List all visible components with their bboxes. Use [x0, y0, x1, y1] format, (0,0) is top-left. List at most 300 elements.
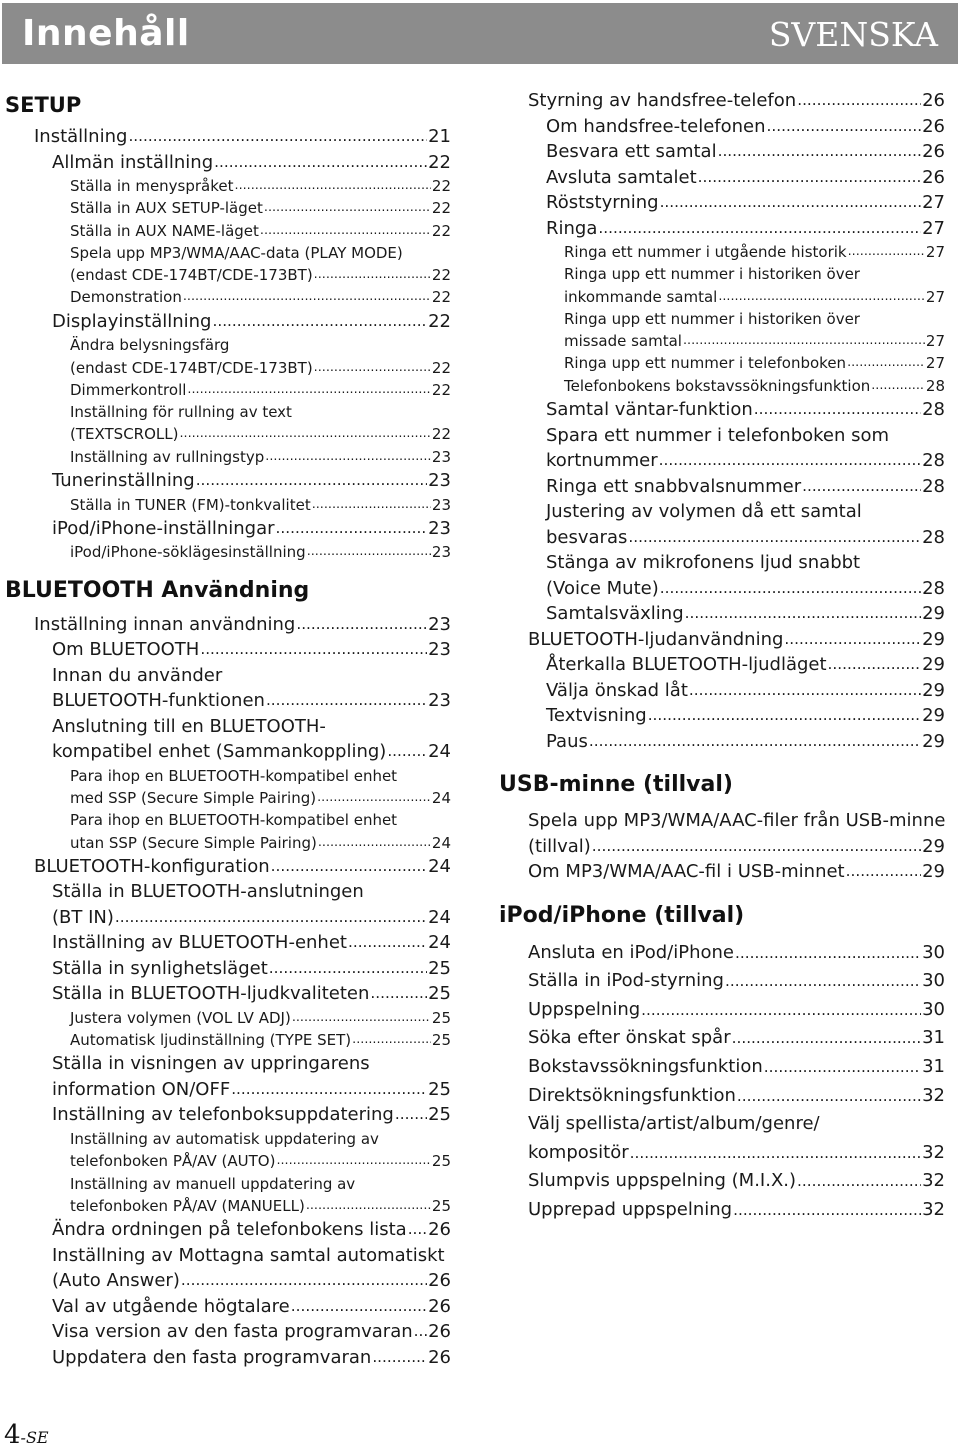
toc-entry[interactable]: [499, 1167, 945, 1196]
toc-page-number: 28: [925, 376, 945, 395]
toc-entry[interactable]: [499, 939, 945, 968]
toc-entry-title: Ställa in AUX SETUP-läget: [70, 199, 263, 218]
dot-leader: [179, 423, 430, 445]
toc-entry[interactable]: [5, 286, 451, 308]
toc-entry-title: Avsluta samtalet: [546, 166, 697, 188]
toc-entry[interactable]: [5, 494, 451, 516]
dot-leader: [292, 1007, 431, 1029]
toc-entry-title: kompositör: [528, 1141, 629, 1163]
toc-entry-title: Spara ett nummer i telefonboken som: [546, 424, 890, 446]
dot-leader: [592, 834, 921, 860]
toc-entry-title: Söka efter önskat spår: [528, 1027, 731, 1049]
toc-entry[interactable]: [499, 1053, 945, 1082]
toc-entry[interactable]: [499, 1196, 945, 1225]
dot-leader: [291, 1294, 427, 1320]
toc-page-number: 22: [431, 221, 451, 240]
dot-leader: [683, 330, 925, 352]
dot-leader: [764, 1053, 921, 1082]
toc-entry-title: iPod/iPhone-söklägesinställning: [70, 543, 306, 562]
toc-entry-title: Ändra belysningsfärg: [70, 336, 230, 355]
toc-entry-line: [5, 1173, 451, 1195]
toc-page-number: 26: [428, 1346, 451, 1368]
page-title: Innehåll: [22, 13, 190, 54]
toc-page-number: 25: [428, 983, 451, 1005]
toc-entry[interactable]: [499, 330, 945, 352]
toc-entry-title: (Auto Answer): [52, 1270, 180, 1292]
toc-page-number: 25: [431, 1196, 451, 1215]
toc-entry-title: med SSP (Secure Simple Pairing): [70, 788, 317, 807]
toc-entry[interactable]: [499, 859, 945, 885]
toc-page-number: 28: [922, 475, 945, 497]
toc-entry-title: Bokstavssökningsfunktion: [528, 1055, 763, 1077]
toc-entry[interactable]: [499, 996, 945, 1025]
dot-leader: [784, 627, 921, 653]
toc-entry[interactable]: [5, 379, 451, 401]
toc-entry-line: [5, 242, 451, 264]
toc-page-number: 22: [431, 425, 451, 444]
toc-entry-title: Samtal väntar-funktion: [546, 399, 753, 421]
toc-entry[interactable]: [499, 375, 945, 397]
toc-entry[interactable]: [5, 423, 451, 445]
dot-leader: [733, 1196, 921, 1225]
dot-leader: [317, 787, 431, 809]
section-heading: USB-minne (tillval): [499, 772, 733, 798]
toc-entry-title: utan SSP (Secure Simple Pairing): [70, 833, 317, 852]
toc-entry[interactable]: [5, 612, 451, 638]
toc-entry[interactable]: [5, 220, 451, 242]
dot-leader: [187, 379, 431, 401]
toc-entry[interactable]: [5, 739, 451, 765]
toc-entry[interactable]: [499, 1139, 945, 1168]
toc-entry[interactable]: [5, 981, 451, 1007]
toc-page-number: 28: [922, 450, 945, 472]
dot-leader: [718, 286, 925, 308]
toc-page-number: 22: [431, 266, 451, 285]
toc-entry[interactable]: [499, 525, 945, 551]
dot-leader: [231, 1077, 427, 1103]
toc-entry[interactable]: [5, 1345, 451, 1371]
toc-entry[interactable]: [5, 1294, 451, 1320]
toc-page-number: 26: [922, 141, 945, 162]
toc-entry-title: Val av utgående högtalare: [52, 1295, 290, 1317]
toc-entry[interactable]: [499, 967, 945, 996]
toc-entry[interactable]: [499, 601, 945, 627]
toc-page-number: 28: [922, 526, 945, 548]
dot-leader: [370, 981, 427, 1007]
dot-leader: [828, 652, 922, 678]
dot-leader: [306, 1195, 431, 1217]
dot-leader: [659, 448, 921, 474]
toc-page-number: 30: [922, 941, 945, 963]
toc-entry[interactable]: [5, 688, 451, 714]
dot-leader: [589, 729, 921, 755]
toc-entry-title: Ställa in TUNER (FM)-tonkvalitet: [70, 495, 311, 514]
toc-entry-title: Justering av volymen då ett samtal: [546, 501, 862, 523]
toc-page-number: 22: [431, 288, 451, 307]
toc-entry-title: Röststyrning: [546, 192, 659, 213]
toc-entry-title: Inställning av rullningstyp: [70, 447, 265, 466]
dot-leader: [269, 956, 427, 982]
dot-leader: [598, 216, 921, 242]
dot-leader: [235, 175, 431, 197]
toc-page-number: 32: [922, 1084, 945, 1106]
toc-page-number: 23: [428, 639, 451, 661]
toc-page-number: 23: [431, 447, 451, 466]
toc-entry[interactable]: [5, 175, 451, 197]
toc-entry-title: Ställa in synlighetsläget: [52, 957, 268, 979]
toc-entry-title: Stänga av mikrofonens ljud snabbt: [546, 552, 861, 574]
toc-page-number: 28: [922, 399, 945, 421]
toc-entry[interactable]: [499, 190, 945, 216]
toc-page-number: 29: [922, 705, 945, 727]
toc-entry[interactable]: [499, 1082, 945, 1111]
toc-entry-title: (tillval): [528, 835, 591, 857]
toc-entry-title: Ringa ett nummer i utgående historik: [564, 243, 847, 261]
toc-entry-line: [499, 499, 945, 525]
dot-leader: [685, 601, 921, 627]
toc-entry-title: Paus: [546, 730, 588, 752]
section-heading: BLUETOOTH Användning: [5, 577, 310, 603]
toc-entry-title: (endast CDE-174BT/CDE-173BT): [70, 358, 313, 377]
dot-leader: [630, 1139, 921, 1168]
toc-entry[interactable]: [5, 541, 451, 563]
dot-leader: [387, 739, 427, 765]
toc-entry-line: [5, 879, 451, 905]
toc-entry-title: Ringa upp ett nummer i historiken över: [564, 309, 860, 328]
toc-entry-title: Inställning av BLUETOOTH-enhet: [52, 932, 347, 954]
toc-entry[interactable]: [499, 729, 945, 755]
toc-page-number: 23: [428, 613, 451, 635]
toc-left-column: [5, 88, 451, 1370]
toc-page-number: 27: [922, 192, 945, 213]
toc-entry[interactable]: [5, 956, 451, 982]
toc-entry[interactable]: [5, 124, 451, 150]
toc-entry-title: Allmän inställning: [52, 151, 214, 173]
toc-entry-title: Ringa upp ett nummer i historiken över: [564, 265, 860, 284]
toc-page-number: 29: [922, 835, 945, 857]
toc-entry-title: Ställa in menyspråket: [70, 177, 234, 195]
toc-page-number: 22: [431, 380, 451, 399]
toc-entry-title: Ansluta en iPod/iPhone: [528, 941, 734, 963]
page-footer: [4, 1420, 49, 1450]
toc-entry[interactable]: [5, 930, 451, 956]
toc-entry[interactable]: [499, 114, 945, 140]
toc-entry-title: Välja önskad låt: [546, 679, 688, 701]
toc-entry[interactable]: [499, 216, 945, 242]
toc-page-number: 29: [922, 628, 945, 650]
toc-entry-title: (BT IN): [52, 906, 114, 928]
toc-entry-line: [5, 1243, 451, 1269]
dot-leader: [641, 996, 921, 1025]
toc-page-number: 22: [431, 199, 451, 218]
toc-entry-title: Ringa: [546, 217, 598, 239]
dot-leader: [660, 190, 922, 216]
dot-leader: [271, 854, 427, 880]
toc-entry-title: Visa version av den fasta programvaran: [52, 1321, 413, 1343]
toc-page-number: 24: [431, 833, 451, 852]
toc-page-number: 31: [922, 1027, 945, 1049]
toc-entry[interactable]: [5, 446, 451, 468]
toc-page-number: 27: [922, 217, 945, 239]
toc-entry[interactable]: [5, 357, 451, 379]
toc-entry-line: [5, 1128, 451, 1150]
toc-entry-title: (endast CDE-174BT/CDE-173BT): [70, 266, 313, 285]
toc-page-number: 29: [922, 679, 945, 701]
toc-entry-title: Ställa in iPod-styrning: [528, 970, 724, 992]
dot-leader: [732, 1024, 921, 1053]
toc-page-number: 26: [922, 90, 945, 111]
dot-leader: [128, 124, 427, 150]
toc-entry[interactable]: [5, 1007, 451, 1029]
dot-leader: [725, 967, 921, 996]
toc-entry[interactable]: [5, 1102, 451, 1128]
dot-leader: [260, 220, 431, 242]
toc-page-number: 25: [431, 1031, 451, 1050]
toc-entry[interactable]: [499, 703, 945, 729]
toc-entry-title: BLUETOOTH-konfiguration: [34, 855, 270, 877]
toc-entry-line: [499, 808, 945, 834]
toc-page-number: 22: [431, 358, 451, 377]
dot-leader: [767, 114, 922, 140]
dot-leader: [737, 1082, 921, 1111]
toc-entry-title: besvaras: [546, 526, 628, 548]
toc-entry-title: Spela upp MP3/WMA/AAC-data (PLAY MODE): [70, 243, 403, 262]
dot-leader: [312, 494, 431, 516]
toc-page-number: 24: [428, 855, 451, 877]
page-number: 4: [4, 1420, 21, 1450]
toc-page-number: 25: [428, 1078, 451, 1100]
toc-entry[interactable]: [499, 241, 945, 263]
toc-entry-title: Demonstration: [70, 288, 182, 307]
toc-entry[interactable]: [499, 834, 945, 860]
toc-entry-line: [5, 401, 451, 423]
dot-leader: [196, 468, 427, 494]
toc-entry[interactable]: [5, 854, 451, 880]
toc-page-number: 29: [922, 654, 945, 676]
toc-entry[interactable]: [5, 150, 451, 176]
toc-entry[interactable]: [499, 397, 945, 423]
toc-entry[interactable]: [499, 352, 945, 374]
toc-entry-line: [5, 714, 451, 740]
toc-entry-title: Om BLUETOOTH: [52, 639, 200, 661]
toc-entry-title: Återkalla BLUETOOTH-ljudläget: [546, 654, 827, 676]
dot-leader: [266, 688, 427, 714]
toc-entry-title: Inställning av telefonboksuppdatering: [52, 1104, 394, 1126]
toc-entry[interactable]: [5, 468, 451, 494]
toc-entry[interactable]: [5, 1150, 451, 1172]
toc-entry-title: Para ihop en BLUETOOTH-kompatibel enhet: [70, 766, 398, 785]
toc-entry-title: Uppdatera den fasta programvaran: [52, 1346, 372, 1368]
toc-entry-title: Ställa in BLUETOOTH-ljudkvaliteten: [52, 983, 370, 1005]
dot-leader: [214, 150, 427, 176]
toc-entry[interactable]: [499, 627, 945, 653]
toc-entry-title: Inställning av Mottagna samtal automatiskt: [52, 1244, 445, 1266]
toc-entry[interactable]: [5, 264, 451, 286]
toc-entry-title: Inställning av automatisk uppdatering av: [70, 1129, 379, 1148]
dot-leader: [183, 286, 431, 308]
toc-entry-title: Ställa in BLUETOOTH-anslutningen: [52, 881, 364, 903]
toc-entry-title: BLUETOOTH-ljudanvändning: [528, 628, 784, 650]
dot-leader: [264, 197, 431, 219]
toc-entry[interactable]: [5, 1268, 451, 1294]
toc-entry-title: Inställning innan användning: [34, 613, 296, 635]
toc-page-number: 21: [428, 126, 451, 147]
dot-leader: [847, 352, 925, 374]
dot-leader: [797, 88, 921, 114]
toc-page-number: 26: [428, 1270, 451, 1292]
toc-entry-title: Justera volymen (VOL LV ADJ): [70, 1008, 291, 1027]
section-heading: iPod/iPhone (tillval): [499, 902, 745, 928]
toc-entry-title: Tunerinställning: [52, 470, 195, 492]
toc-entry[interactable]: [5, 516, 451, 542]
toc-page-number: 30: [922, 998, 945, 1020]
toc-entry[interactable]: [499, 652, 945, 678]
toc-page-number: 24: [428, 932, 451, 954]
toc-entry-title: Automatisk ljudinställning (TYPE SET): [70, 1031, 352, 1050]
toc-right-column: [499, 88, 945, 1225]
toc-entry-title: Inställning av manuell uppdatering av: [70, 1174, 356, 1193]
toc-entry-line: [5, 334, 451, 356]
toc-entry-title: Samtalsväxling: [546, 603, 684, 625]
toc-page-number: 23: [428, 470, 451, 492]
toc-page-number: 26: [428, 1219, 451, 1241]
toc-page-number: 22: [431, 177, 451, 195]
dot-leader: [871, 375, 925, 397]
toc-entry-line: [5, 663, 451, 689]
toc-entry-title: Ställa in AUX NAME-läget: [70, 221, 259, 240]
toc-entry-title: Välj spellista/artist/album/genre/: [528, 1113, 820, 1135]
toc-page-number: 23: [428, 690, 451, 712]
toc-entry-title: Ringa upp ett nummer i telefonboken: [564, 354, 847, 373]
dot-leader: [414, 1319, 427, 1345]
toc-entry[interactable]: [499, 1024, 945, 1053]
toc-page-number: 23: [431, 543, 451, 562]
toc-page-number: 26: [922, 115, 945, 137]
dot-leader: [307, 541, 431, 563]
dot-leader: [314, 264, 431, 286]
toc-page-number: 26: [922, 166, 945, 188]
toc-entry-title: (Voice Mute): [546, 577, 659, 599]
toc-page-number: 31: [922, 1055, 945, 1077]
toc-entry[interactable]: [5, 1217, 451, 1243]
toc-entry-title: Textvisning: [546, 705, 647, 727]
toc-entry-line: [5, 765, 451, 787]
toc-entry-title: Spela upp MP3/WMA/AAC-filer från USB-minne: [528, 810, 945, 832]
toc-page-number: 29: [922, 603, 945, 625]
toc-entry-title: Inställning: [34, 126, 128, 147]
toc-page-number: 27: [925, 332, 945, 351]
toc-page-number: 29: [922, 861, 945, 883]
toc-entry-title: Upprepad uppspelning: [528, 1198, 733, 1220]
toc-entry[interactable]: [499, 165, 945, 191]
toc-entry-line: [499, 423, 945, 449]
toc-page-number: 28: [922, 577, 945, 599]
dot-leader: [395, 1102, 427, 1128]
toc-entry-title: Innan du använder: [52, 664, 223, 686]
toc-entry[interactable]: [5, 905, 451, 931]
toc-entry[interactable]: [499, 474, 945, 500]
toc-page-number: 25: [428, 957, 451, 979]
section-heading: SETUP: [5, 93, 82, 117]
toc-entry[interactable]: [499, 139, 945, 165]
toc-entry[interactable]: [499, 88, 945, 114]
toc-entry-title: iPod/iPhone-inställningar: [52, 517, 275, 539]
toc-page-number: 25: [431, 1008, 451, 1027]
toc-page-number: 27: [925, 243, 945, 261]
toc-entry-title: inkommande samtal: [564, 287, 718, 306]
toc-page-number: 24: [428, 741, 451, 763]
toc-entry[interactable]: [5, 1319, 451, 1345]
toc-entry[interactable]: [5, 832, 451, 854]
dot-leader: [212, 309, 427, 335]
toc-entry-title: Om MP3/WMA/AAC-fil i USB-minnet: [528, 861, 845, 883]
toc-entry[interactable]: [5, 787, 451, 809]
toc-page-number: 29: [922, 730, 945, 752]
toc-page-number: 27: [925, 287, 945, 306]
dot-leader: [296, 612, 427, 638]
dot-leader: [648, 703, 921, 729]
dot-leader: [372, 1345, 427, 1371]
toc-entry-title: Slumpvis uppspelning (M.I.X.): [528, 1170, 797, 1192]
toc-entry-title: Dimmerkontroll: [70, 380, 187, 399]
toc-page-number: 32: [922, 1170, 945, 1192]
toc-entry-title: Om handsfree-telefonen: [546, 115, 766, 137]
toc-entry-line: [499, 550, 945, 576]
toc-entry[interactable]: [5, 309, 451, 335]
toc-entry-title: Para ihop en BLUETOOTH-kompatibel enhet: [70, 811, 398, 830]
page-header: [2, 3, 958, 64]
toc-entry[interactable]: [499, 576, 945, 602]
toc-entry-title: Inställning för rullning av text: [70, 403, 292, 422]
toc-page-number: 30: [922, 970, 945, 992]
toc-entry-line: [499, 308, 945, 330]
toc-entry[interactable]: [5, 197, 451, 219]
toc-entry[interactable]: [5, 637, 451, 663]
dot-leader: [348, 930, 427, 956]
dot-leader: [408, 1217, 427, 1243]
dot-leader: [115, 905, 427, 931]
toc-entry[interactable]: [5, 1077, 451, 1103]
toc-page-number: 27: [925, 354, 945, 373]
toc-entry[interactable]: [5, 1195, 451, 1217]
dot-leader: [265, 446, 431, 468]
toc-entry[interactable]: [499, 448, 945, 474]
toc-entry-title: telefonboken PÅ/AV (MANUELL): [70, 1196, 305, 1215]
dot-leader: [848, 241, 925, 263]
toc-entry-title: kortnummer: [546, 450, 658, 472]
toc-entry-line: [5, 1051, 451, 1077]
toc-page-number: 26: [428, 1295, 451, 1317]
toc-entry[interactable]: [499, 286, 945, 308]
dot-leader: [314, 357, 431, 379]
dot-leader: [802, 474, 921, 500]
toc-entry-line: [5, 809, 451, 831]
toc-entry[interactable]: [5, 1029, 451, 1051]
toc-page-number: 25: [428, 1104, 451, 1126]
toc-entry-title: Ändra ordningen på telefonbokens lista: [52, 1219, 407, 1241]
toc-page-number: 23: [428, 517, 451, 539]
dot-leader: [276, 1150, 430, 1172]
toc-page-number: 24: [431, 788, 451, 807]
toc-entry-title: Styrning av handsfree-telefon: [528, 90, 797, 111]
toc-entry-title: (TEXTSCROLL): [70, 425, 179, 444]
dot-leader: [628, 525, 921, 551]
page-suffix: -SE: [20, 1428, 49, 1447]
toc-entry[interactable]: [499, 678, 945, 704]
toc-entry-line: [499, 1110, 945, 1139]
dot-leader: [846, 859, 921, 885]
dot-leader: [200, 637, 427, 663]
